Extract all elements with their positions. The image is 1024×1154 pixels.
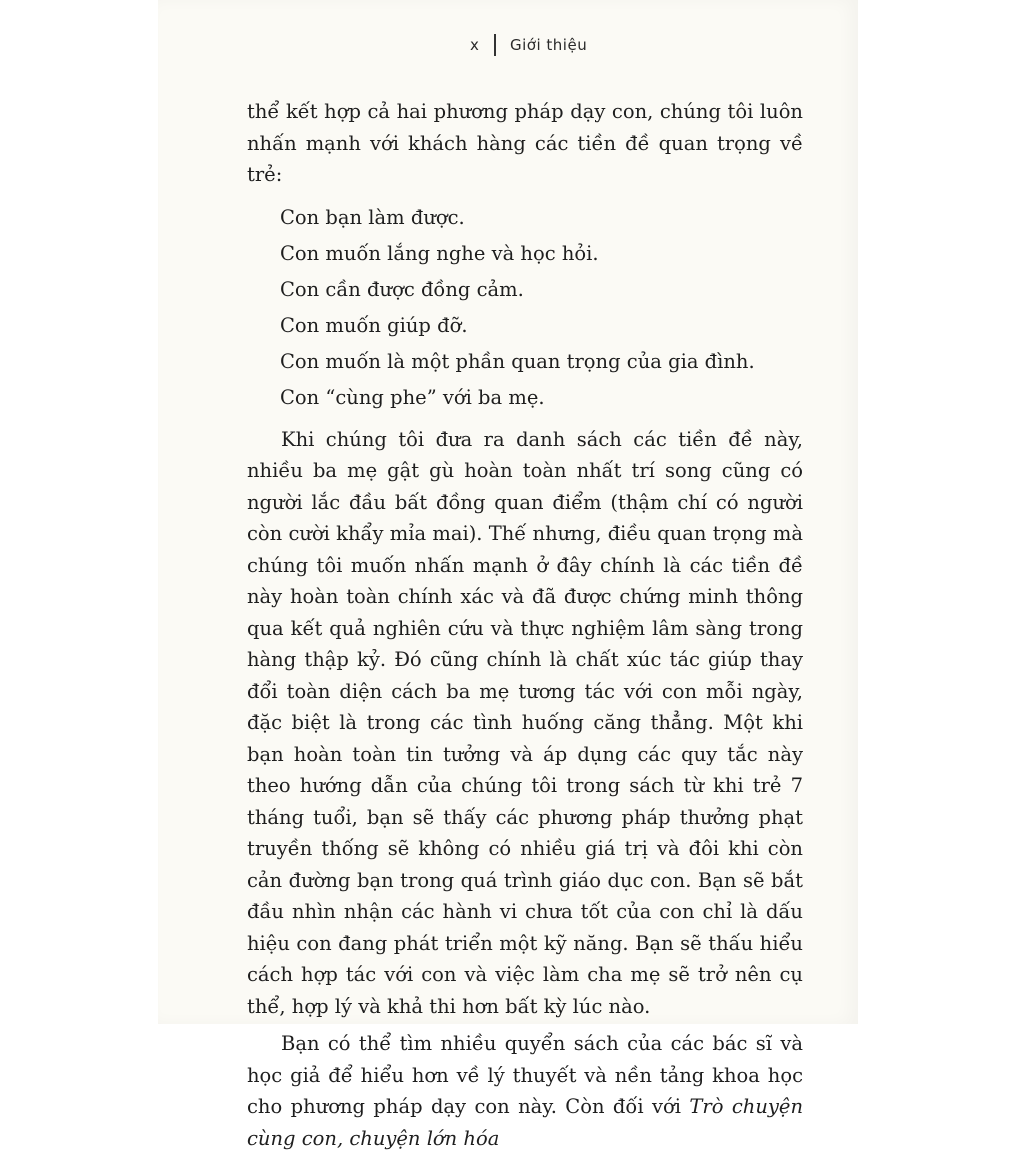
body-paragraph: Khi chúng tôi đưa ra danh sách các tiền đề này, nhiều ba mẹ gật gù hoàn toàn nhất trí song cũng có người lắc đầu bất đồng quan điểm (thậm chí có người còn cười khẩy mỉa mai). Thế nhưng, điều quan trọng mà chúng tôi muốn nhấn mạnh ở đây chính là các tiền đề này hoàn toàn chính xác và đã được chứng minh thông qua kết quả nghiên cứu và thực nghiệm lâm sàng trong hàng thập kỷ. Đó cũng chính là chất xúc tác giúp thay đổi toàn diện cách ba mẹ tương tác với con mỗi ngày, đặc biệt là trong các tình huống căng thẳng. Một khi bạn hoàn toàn tin tưởng và áp dụng các quy tắc này theo hướng dẫn của chúng tôi trong sách từ khi trẻ 7 tháng tuổi, bạn sẽ thấy các phương pháp thưởng phạt truyền thống sẽ không có nhiều giá trị và đôi khi còn cản đường bạn trong quá trình giáo dục con. Bạn sẽ bắt đầu nhìn nhận các hành vi chưa tốt của con chỉ là dấu hiệu con đang phát triển một kỹ năng. Bạn sẽ thấu hiểu cách hợp tác với con và việc làm cha mẹ sẽ trở nên cụ thể, hợp lý và khả thi hơn bất kỳ lúc nào. xyxy=(247,427,803,1018)
header-divider xyxy=(494,34,496,56)
premise-item: Con muốn lắng nghe và học hỏi. xyxy=(280,241,599,265)
premise-item: Con bạn làm được. xyxy=(280,205,465,229)
section-title: Giới thiệu xyxy=(510,36,588,54)
premise-item: Con muốn là một phần quan trọng của gia đình. xyxy=(280,349,755,373)
premise-item: Con muốn giúp đỡ. xyxy=(280,313,468,337)
premise-item: Con “cùng phe” với ba mẹ. xyxy=(280,385,545,409)
body-paragraph-last xyxy=(247,1028,803,1154)
page-body xyxy=(247,96,803,1154)
premise-item: Con cần được đồng cảm. xyxy=(280,277,524,301)
paragraph-text: Bạn có thể tìm nhiều quyển sách của các bác sĩ và học giả để hiểu hơn về lý thuyết và nền tảng khoa học cho phương pháp dạy con này. Còn đối với xyxy=(247,1032,803,1118)
premises-list xyxy=(247,200,803,416)
book-title-italic: Trò chuyện cùng con, chuyện lớn hóa xyxy=(247,1095,803,1150)
intro-paragraph: thể kết hợp cả hai phương pháp dạy con, chúng tôi luôn nhấn mạnh với khách hàng các tiền đề quan trọng về trẻ: xyxy=(247,100,803,186)
page-number: x xyxy=(470,36,480,54)
